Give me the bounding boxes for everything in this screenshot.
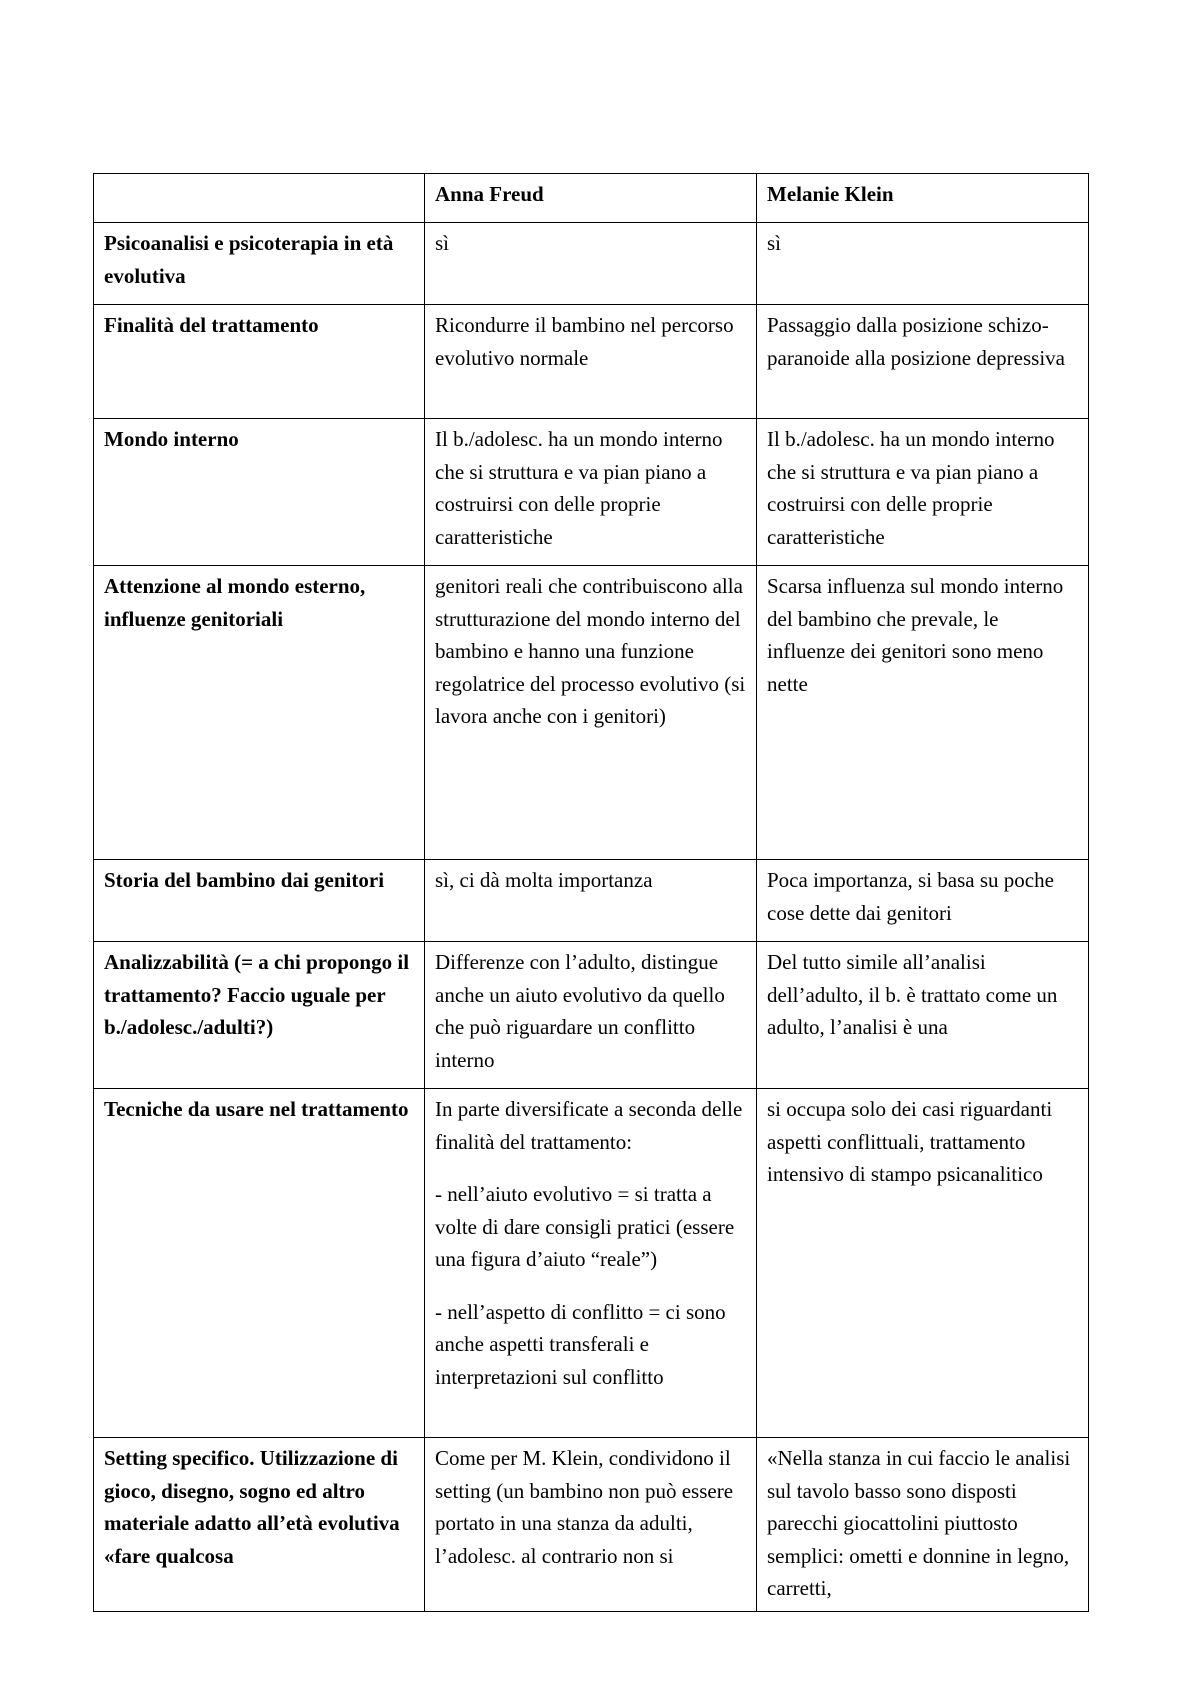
row-label: Storia del bambino dai genitori xyxy=(94,860,425,942)
comparison-table xyxy=(93,173,1089,1612)
header-cell-melanie-klein: Melanie Klein xyxy=(757,174,1089,223)
cell-anna-freud xyxy=(425,305,757,419)
cell-melanie-klein xyxy=(757,1089,1089,1438)
cell-anna-freud xyxy=(425,1089,757,1438)
cell-paragraph: Passaggio dalla posizione schizo-paranoide alla posizione depressiva xyxy=(767,313,1065,370)
cell-anna-freud xyxy=(425,566,757,860)
cell-melanie-klein xyxy=(757,566,1089,860)
row-label: Mondo interno xyxy=(94,419,425,566)
row-label: Setting specifico. Utilizzazione di gioco, disegno, sogno ed altro materiale adatto all’età evolutiva «fare qualcosa xyxy=(94,1438,425,1612)
table-header-row xyxy=(94,174,1089,223)
row-label: Psicoanalisi e psicoterapia in età evolutiva xyxy=(94,223,425,305)
cell-melanie-klein xyxy=(757,305,1089,419)
cell-anna-freud xyxy=(425,223,757,305)
cell-paragraph: Scarsa influenza sul mondo interno del bambino che prevale, le influenze dei genitori sono meno nette xyxy=(767,574,1064,696)
cell-anna-freud xyxy=(425,860,757,942)
cell-paragraph: Del tutto simile all’analisi dell’adulto, il b. è trattato come un adulto, l’analisi è una xyxy=(767,950,1058,1039)
header-cell-empty xyxy=(94,174,425,223)
cell-paragraph: Come per M. Klein, condividono il setting (un bambino non può essere portato in una stanza da adulti, l’adolesc. al contrario non si xyxy=(435,1446,734,1568)
cell-paragraph: Ricondurre il bambino nel percorso evolutivo normale xyxy=(435,313,734,370)
cell-melanie-klein xyxy=(757,223,1089,305)
cell-paragraph: «Nella stanza in cui faccio le analisi sul tavolo basso sono disposti parecchi giocattolini piuttosto semplici: ometti e donnine in legno, carretti, xyxy=(767,1446,1071,1600)
cell-paragraph: Differenze con l’adulto, distingue anche un aiuto evolutivo da quello che può riguardare un conflitto interno xyxy=(435,950,725,1072)
cell-anna-freud xyxy=(425,1438,757,1612)
row-label: Tecniche da usare nel trattamento xyxy=(94,1089,425,1438)
cell-melanie-klein xyxy=(757,1438,1089,1612)
row-label: Attenzione al mondo esterno, influenze genitoriali xyxy=(94,566,425,860)
header-cell-anna-freud: Anna Freud xyxy=(425,174,757,223)
cell-paragraph: - nell’aiuto evolutivo = si tratta a volte di dare consigli pratici (essere una figura d’aiuto “reale”) xyxy=(435,1182,735,1271)
row-label: Analizzabilità (= a chi propongo il trattamento? Faccio uguale per b./adolesc./adulti?) xyxy=(94,942,425,1089)
cell-melanie-klein xyxy=(757,419,1089,566)
table-row xyxy=(94,1438,1089,1612)
cell-paragraph: Il b./adolesc. ha un mondo interno che si struttura e va pian piano a costruirsi con delle proprie caratteristiche xyxy=(767,427,1055,549)
table-row xyxy=(94,419,1089,566)
cell-paragraph: sì xyxy=(435,231,450,255)
cell-melanie-klein xyxy=(757,860,1089,942)
cell-melanie-klein xyxy=(757,942,1089,1089)
cell-anna-freud xyxy=(425,942,757,1089)
table-row xyxy=(94,305,1089,419)
table-row xyxy=(94,566,1089,860)
cell-paragraph: sì, ci dà molta importanza xyxy=(435,868,653,892)
table-row xyxy=(94,223,1089,305)
table-row xyxy=(94,1089,1089,1438)
cell-paragraph: Poca importanza, si basa su poche cose dette dai genitori xyxy=(767,868,1054,925)
table-row xyxy=(94,942,1089,1089)
cell-paragraph: Il b./adolesc. ha un mondo interno che si struttura e va pian piano a costruirsi con delle proprie caratteristiche xyxy=(435,427,723,549)
cell-paragraph: In parte diversificate a seconda delle finalità del trattamento: xyxy=(435,1097,743,1154)
cell-anna-freud xyxy=(425,419,757,566)
cell-paragraph: sì xyxy=(767,231,782,255)
cell-paragraph: si occupa solo dei casi riguardanti aspetti conflittuali, trattamento intensivo di stampo psicanalitico xyxy=(767,1097,1053,1186)
cell-paragraph: genitori reali che contribuiscono alla strutturazione del mondo interno del bambino e hanno una funzione regolatrice del processo evolutivo (si lavora anche con i genitori) xyxy=(435,574,746,728)
cell-paragraph: - nell’aspetto di conflitto = ci sono anche aspetti transferali e interpretazioni sul conflitto xyxy=(435,1299,726,1389)
row-label: Finalità del trattamento xyxy=(94,305,425,419)
table-row xyxy=(94,860,1089,942)
